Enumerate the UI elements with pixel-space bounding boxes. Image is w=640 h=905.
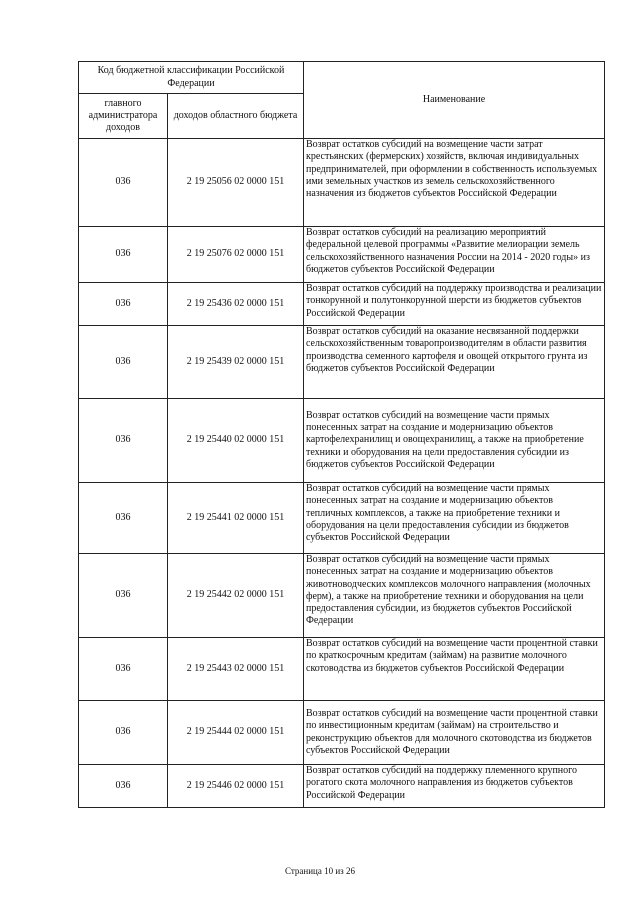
header-regional-budget-code: доходов областного бюджета bbox=[168, 94, 304, 139]
cell-admin-code: 036 bbox=[79, 139, 168, 227]
cell-budget-code: 2 19 25443 02 0000 151 bbox=[168, 638, 304, 701]
table-row bbox=[79, 326, 605, 399]
cell-budget-code: 2 19 25441 02 0000 151 bbox=[168, 483, 304, 554]
table-row bbox=[79, 554, 605, 638]
cell-name: Возврат остатков субсидий на возмещение части процентной ставки по инвестиционным кредитам (займам) на строительство и реконструкцию объектов для молочного скотоводства из бюджетов субъектов Российской Федерации bbox=[304, 701, 605, 765]
cell-admin-code: 036 bbox=[79, 283, 168, 326]
table-row bbox=[79, 483, 605, 554]
cell-name: Возврат остатков субсидий на поддержку производства и реализации тонкорунной и полутонкорунной шерсти из бюджетов субъектов Российской Федерации bbox=[304, 283, 605, 326]
page-number: Страница 10 из 26 bbox=[285, 866, 355, 876]
table-body bbox=[79, 139, 605, 808]
cell-name: Возврат остатков субсидий на реализацию мероприятий федеральной целевой программы «Развитие мелиорации земель сельскохозяйственного назначения России на 2014 - 2020 годы» из бюджетов субъектов Российской Федерации bbox=[304, 227, 605, 283]
header-budget-code-group: Код бюджетной классификации Российской Федерации bbox=[79, 62, 304, 94]
table-row bbox=[79, 139, 605, 227]
cell-admin-code: 036 bbox=[79, 701, 168, 765]
cell-name: Возврат остатков субсидий на возмещение части прямых понесенных затрат на создание и модернизацию объектов животноводческих комплексов молочного направления (молочных ферм), а также на приобретение техники и оборудования на цели предоставления субсидии, из бюджетов субъектов Российской Федерации bbox=[304, 554, 605, 638]
cell-admin-code: 036 bbox=[79, 399, 168, 483]
cell-name: Возврат остатков субсидий на возмещение части затрат крестьянских (фермерских) хозяйств, включая индивидуальных предпринимателей, при оформлении в собственность используемых ими земельных участков из земель сельскохозяйственного назначения из бюджетов субъектов Российской Федерации bbox=[304, 139, 605, 227]
cell-budget-code: 2 19 25442 02 0000 151 bbox=[168, 554, 304, 638]
cell-admin-code: 036 bbox=[79, 765, 168, 808]
cell-budget-code: 2 19 25436 02 0000 151 bbox=[168, 283, 304, 326]
header-main-administrator: главного администратора доходов bbox=[79, 94, 168, 139]
table-row bbox=[79, 399, 605, 483]
cell-admin-code: 036 bbox=[79, 638, 168, 701]
table-row bbox=[79, 227, 605, 283]
cell-budget-code: 2 19 25439 02 0000 151 bbox=[168, 326, 304, 399]
cell-admin-code: 036 bbox=[79, 227, 168, 283]
cell-budget-code: 2 19 25076 02 0000 151 bbox=[168, 227, 304, 283]
cell-budget-code: 2 19 25446 02 0000 151 bbox=[168, 765, 304, 808]
cell-admin-code: 036 bbox=[79, 554, 168, 638]
cell-name: Возврат остатков субсидий на поддержку племенного крупного рогатого скота молочного направления из бюджетов субъектов Российской Федерации bbox=[304, 765, 605, 808]
cell-admin-code: 036 bbox=[79, 326, 168, 399]
table-row bbox=[79, 638, 605, 701]
cell-name: Возврат остатков субсидий на оказание несвязанной поддержки сельскохозяйственным товаропроизводителям в области развития производства семенного картофеля и овощей открытого грунта из бюджетов субъектов Российской Федерации bbox=[304, 326, 605, 399]
cell-name: Возврат остатков субсидий на возмещение части прямых понесенных затрат на создание и модернизацию объектов тепличных комплексов, а также на приобретение техники и оборудования на цели предоставления субсидии из бюджетов субъектов Российской Федерации bbox=[304, 483, 605, 554]
table-row bbox=[79, 283, 605, 326]
table-row bbox=[79, 765, 605, 808]
cell-admin-code: 036 bbox=[79, 483, 168, 554]
budget-classification-table bbox=[78, 61, 605, 808]
cell-name: Возврат остатков субсидий на возмещение части процентной ставки по краткосрочным кредитам (займам) на развитие молочного скотоводства из бюджетов субъектов Российской Федерации bbox=[304, 638, 605, 701]
cell-name: Возврат остатков субсидий на возмещение части прямых понесенных затрат на создание и модернизацию объектов картофелехранилищ и овощехранилищ, а также на приобретение техники и оборудования на цели предоставления субсидии из бюджетов субъектов Российской Федерации bbox=[304, 399, 605, 483]
cell-budget-code: 2 19 25440 02 0000 151 bbox=[168, 399, 304, 483]
table-row bbox=[79, 701, 605, 765]
cell-budget-code: 2 19 25444 02 0000 151 bbox=[168, 701, 304, 765]
header-name: Наименование bbox=[304, 62, 605, 139]
table-header bbox=[79, 62, 605, 139]
cell-budget-code: 2 19 25056 02 0000 151 bbox=[168, 139, 304, 227]
